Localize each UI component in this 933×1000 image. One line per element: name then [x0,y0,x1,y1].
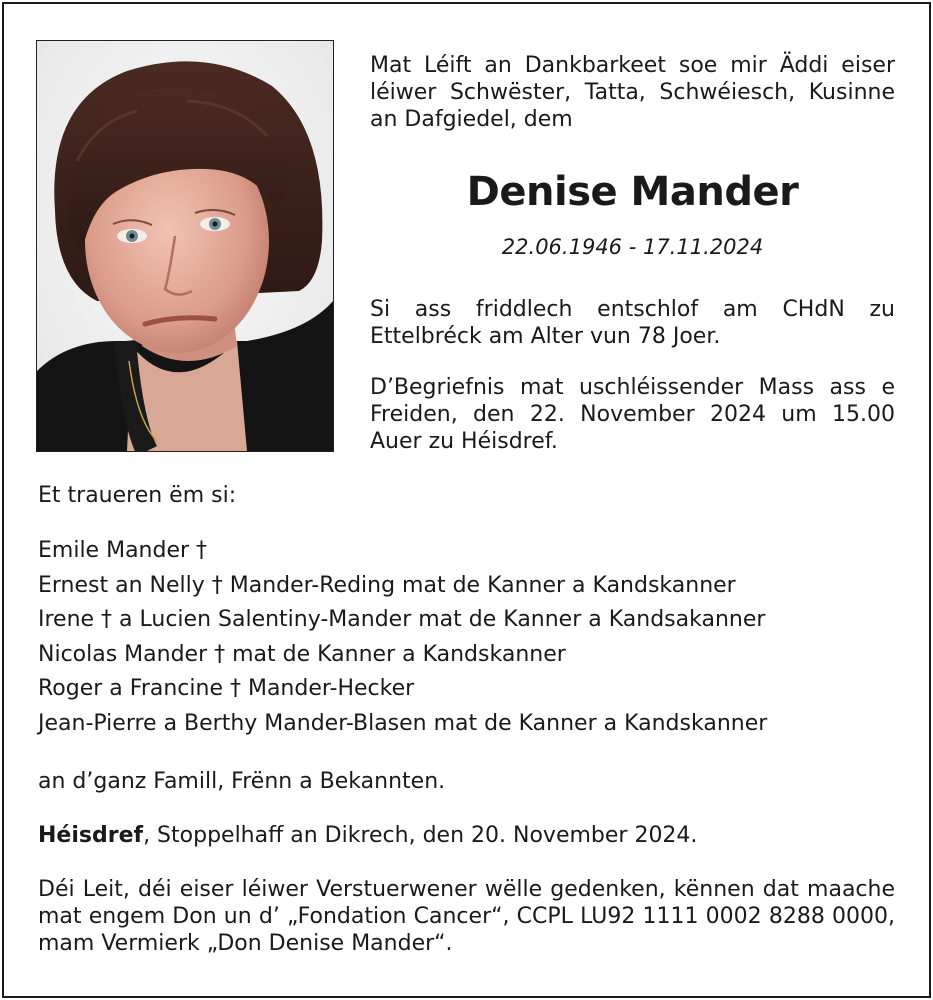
life-dates: 22.06.1946 - 17.11.2024 [501,235,764,259]
intro-text: Mat Léift an Dankbarkeet soe mir Äddi eiser léiwer Schwëster, Tatta, Schwéiesch, Kusinne an Dafgiedel, dem [370,53,895,132]
mourner-entry: Ernest an Nelly † Mander-Reding mat de Kanner a Kandskanner [38,572,736,598]
mourner-entry: Irene † a Lucien Salentiny-Mander mat de Kanner a Kandsakanner [38,607,766,632]
funeral-notice: D’Begriefnis mat uschléissender Mass ass e Freiden, den 22. November 2024 um 15.00 Auer zu Héisdref. [370,375,895,454]
mourner-entry: Jean-Pierre a Berthy Mander-Blasen mat de Kanner a Kandskanner [38,710,768,736]
donation-notice: Déi Leit, déi eiser léiwer Verstuerwener wëlle gedenken, kënnen dat maache mat engem Don un d’ „Fondation Cancer“, CCPL LU92 1111 0002 8288 0000, mam Vermierk „Don Denise Mander“. [38,877,895,956]
place-date-line [38,822,697,849]
deceased-name: Denise Mander [466,169,799,215]
mourner-entry: Roger a Francine † Mander-Hecker [38,676,415,701]
place-date-rest: , Stoppelhaff an Dikrech, den 20. November 2024. [143,823,698,848]
mourners-heading: Et traueren ëm si: [38,483,237,508]
death-notice: Si ass friddlech entschlof am CHdN zu Ettelbréck am Alter vun 78 Joer. [370,297,895,349]
mourner-entry: Nicolas Mander † mat de Kanner a Kandskanner [38,641,566,667]
place-name: Héisdref [38,823,144,848]
mourners-list [38,534,767,741]
portrait-photo [36,40,334,452]
mourner-entry: Emile Mander † [38,538,208,563]
family-line: an d’ganz Famill, Frënn a Bekannten. [38,769,446,794]
